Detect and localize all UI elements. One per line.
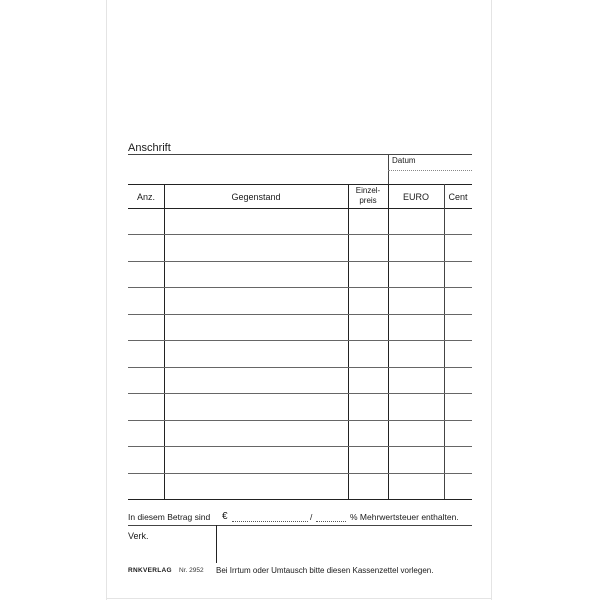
form-number: Nr. 2952: [179, 567, 204, 574]
footer-note: Bei Irrtum oder Umtausch bitte diesen Kassenzettel vorlegen.: [216, 566, 434, 575]
col-divider-item: [348, 184, 349, 500]
date-divider: [388, 154, 389, 184]
table-row-line: [128, 446, 472, 447]
table-row-line: [128, 367, 472, 368]
table-row-line: [128, 234, 472, 235]
table-row-line: [128, 420, 472, 421]
date-label: Datum: [392, 156, 416, 165]
address-label: Anschrift: [128, 142, 171, 154]
vat-currency: €: [222, 511, 228, 522]
publisher-logo: RNKVERLAG: [128, 567, 172, 574]
vat-amount-field[interactable]: [232, 521, 308, 522]
table-row-line: [128, 393, 472, 394]
col-divider-price: [388, 184, 389, 500]
table-row-line: [128, 314, 472, 315]
table-row-line: [128, 473, 472, 474]
paper-edge: [106, 598, 492, 599]
header-unit-price-1: Einzel-: [355, 186, 381, 195]
table-row-line: [128, 340, 472, 341]
header-bottom-border: [128, 208, 472, 209]
address-line: [128, 154, 472, 155]
table-bottom-border: [128, 499, 472, 500]
table-row-line: [128, 261, 472, 262]
vat-text-suffix: % Mehrwertsteuer enthalten.: [350, 512, 459, 522]
col-divider-euro: [444, 184, 445, 500]
vat-separator: /: [310, 512, 313, 522]
header-unit-price-2: preis: [359, 196, 377, 205]
header-cent: Cent: [448, 192, 468, 202]
header-quantity: Anz.: [136, 192, 155, 202]
vat-text-prefix: In diesem Betrag sind: [128, 512, 211, 522]
vat-rate-field[interactable]: [316, 521, 346, 522]
seller-label: Verk.: [128, 531, 149, 541]
table-top-border: [128, 184, 472, 185]
col-divider-quantity: [164, 184, 165, 500]
header-euro: EURO: [402, 192, 429, 202]
vat-bottom-line: [128, 525, 472, 526]
date-field-line[interactable]: [388, 170, 472, 171]
header-item: Gegenstand: [231, 192, 281, 202]
seller-divider: [216, 525, 217, 563]
table-row-line: [128, 287, 472, 288]
